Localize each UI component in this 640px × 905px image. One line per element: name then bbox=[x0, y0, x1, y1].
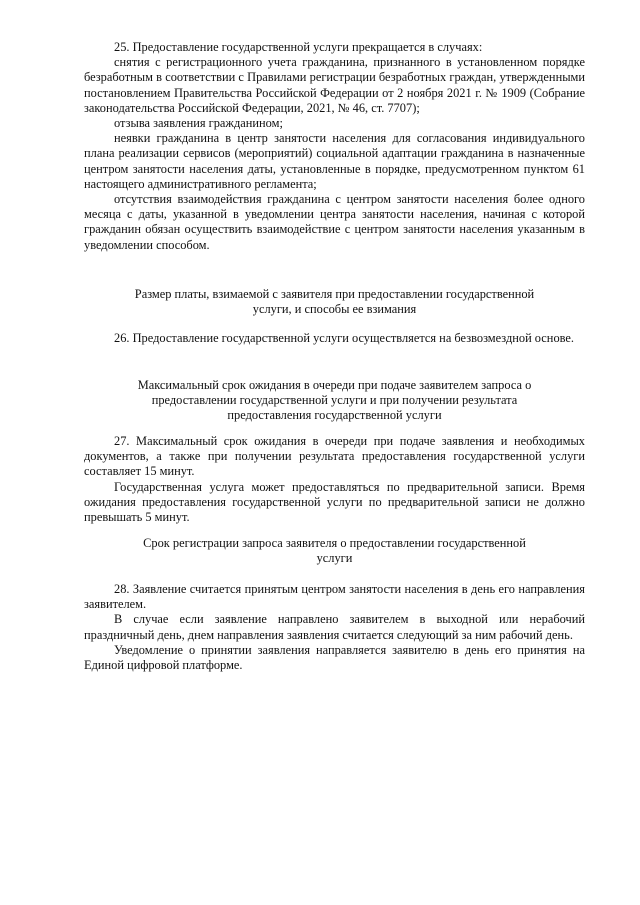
section-27 bbox=[84, 434, 585, 525]
heading-wait: Максимальный срок ожидания в очереди при подаче заявителем запроса о предоставлении государственной услуги и при получении результата предоставления государственной услуги bbox=[137, 378, 532, 423]
section-28-p3: Уведомление о принятии заявления направляется заявителю в день его принятия на Единой цифровой платформе. bbox=[84, 642, 585, 673]
heading-wait-block bbox=[84, 378, 585, 424]
section-28-p2: В случае если заявление направлено заявителем в выходной или нерабочий праздничный день, днем направления заявления считается следующий за ним рабочий день. bbox=[84, 612, 585, 642]
heading-fee: Размер платы, взимаемой с заявителя при предоставлении государственной услуги, и способы ее взимания bbox=[134, 287, 535, 317]
heading-fee-block bbox=[84, 287, 585, 317]
section-28 bbox=[84, 582, 585, 673]
section-25-intro: 25. Предоставление государственной услуги прекращается в случаях: bbox=[114, 40, 483, 54]
section-26-text: 26. Предоставление государственной услуги осуществляется на безвозмездной основе. bbox=[114, 331, 575, 345]
section-27-p1: 27. Максимальный срок ожидания в очереди при подаче заявления и необходимых документов, а также при получении результата предоставления государственной услуги составляет 15 минут. bbox=[84, 434, 585, 479]
heading-registration: Срок регистрации запроса заявителя о предоставлении государственной услуги bbox=[143, 536, 526, 566]
section-26 bbox=[84, 331, 585, 346]
section-25-item-2: отзыва заявления гражданином; bbox=[114, 116, 283, 131]
heading-registration-block bbox=[84, 536, 585, 566]
section-25 bbox=[84, 40, 585, 253]
section-25-item-4: отсутствия взаимодействия гражданина с центром занятости населения более одного месяца с даты, указанной в уведомлении центра занятости населения, начиная с которой гражданин обязан осуществить взаимодействие с центром занятости населения указанным в уведомлении способом. bbox=[84, 192, 585, 252]
section-27-p2: Государственная услуга может предоставляться по предварительной записи. Время ожидания предоставления государственной услуги по предварительной записи не должно превышать 5 минут. bbox=[84, 479, 585, 525]
section-25-item-1: снятия с регистрационного учета гражданина, признанного в установленном порядке безработным в соответствии с Правилами регистрации безработных граждан, утвержденными постановлением Правительства Российской Федерации от 2 ноября 2021 г. № 1909 (Собрание законодательства Российской Федерации, 2021, № 46, ст. 7707); bbox=[84, 55, 585, 115]
section-28-p1: 28. Заявление считается принятым центром занятости населения в день его направления заявителем. bbox=[84, 582, 585, 612]
section-25-item-3: неявки гражданина в центр занятости населения для согласования индивидуального плана реализации сервисов (мероприятий) социальной адаптации гражданина в назначенные центром занятости населения даты, установленные в порядке, предусмотренном пунктом 61 настоящего административного регламента; bbox=[84, 131, 585, 191]
